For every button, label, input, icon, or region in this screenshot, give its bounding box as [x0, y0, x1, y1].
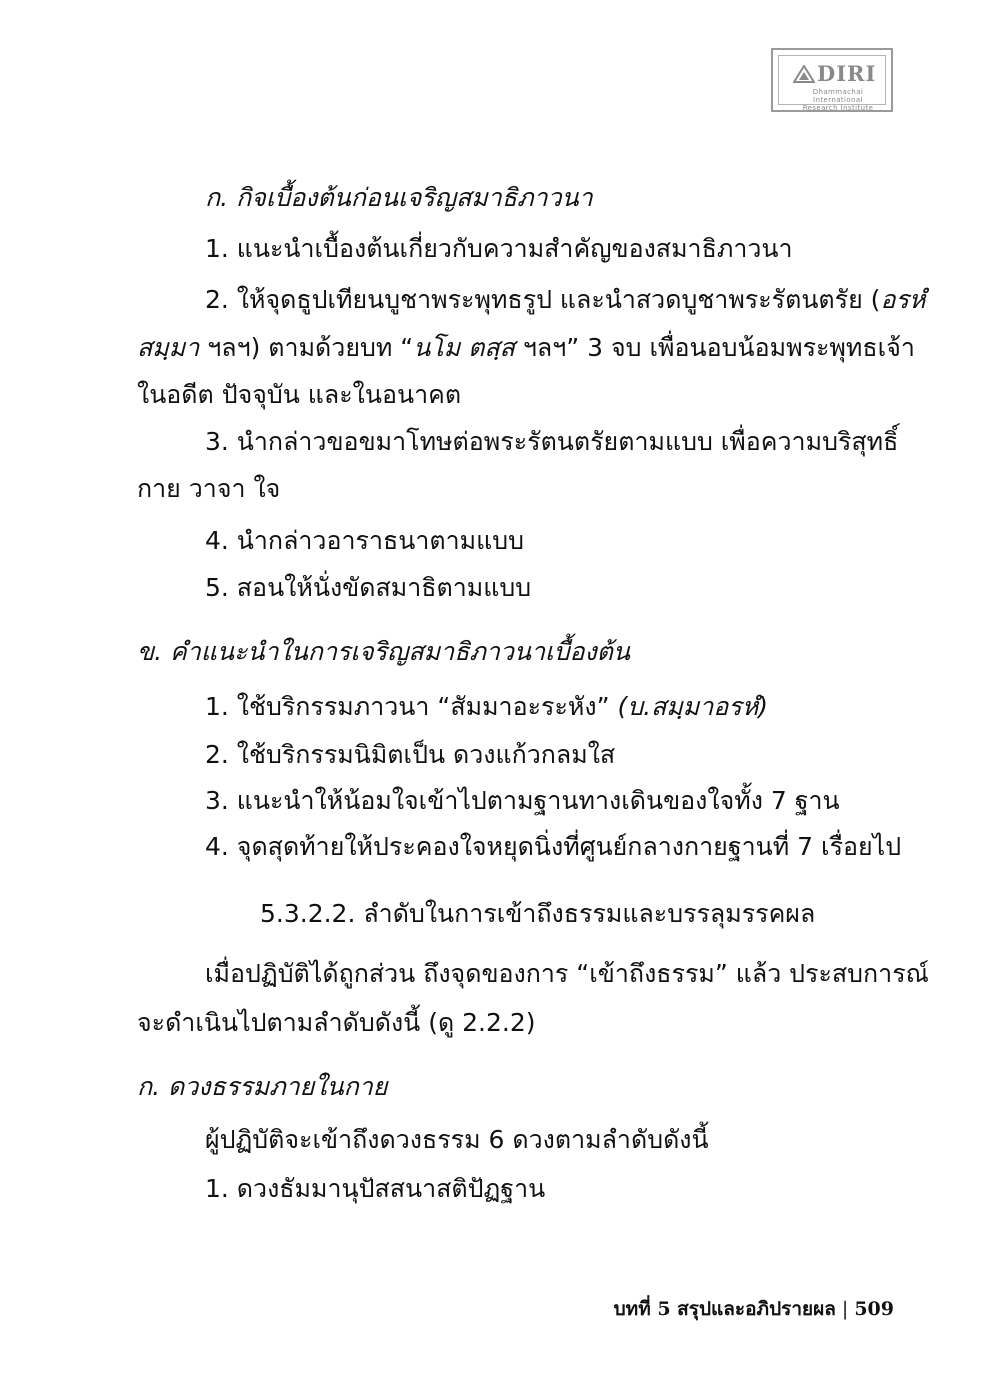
item-a2-line2 — [137, 331, 915, 365]
paragraph-1-line1: เมื่อปฏิบัติได้ถูกส่วน ถึงจุดของการ “เข้าถึงธรรม” แล้ว ประสบการณ์ — [205, 959, 929, 988]
logo-text: DIRI — [817, 61, 877, 86]
logo-frame — [778, 55, 886, 112]
item-b2: 2. ใช้บริกรรมนิมิตเป็น ดวงแก้วกลมใส — [205, 740, 616, 769]
heading-ka-inner-spheres: ก. ดวงธรรมภายในกาย — [137, 1072, 388, 1101]
logo-subtitle-line2: Research Institute — [802, 104, 874, 112]
item-b4: 4. จุดสุดท้ายให้ประคองใจหยุดนิ่งที่ศูนย์กลางกายฐานที่ 7 เรื่อยไป — [205, 832, 902, 861]
item-b1-pali: (บ.สมฺมาอรหํ) — [617, 692, 768, 721]
item-a2-text: 2. ให้จุดธูปเทียนบูชาพระพุทธรูป และนำสวดบูชาพระรัตนตรัย ( — [205, 285, 881, 314]
paragraph-1-line2: จะดำเนินไปตามลำดับดังนี้ (ดู 2.2.2) — [137, 1008, 536, 1037]
footer-chapter: บทที่ 5 สรุปและอภิปรายผล — [613, 1298, 836, 1320]
item-c1: 1. ดวงธัมมานุปัสสนาสติปัฏฐาน — [205, 1174, 546, 1203]
item-a2-text2: ฯลฯ) ตามด้วยบท “ — [199, 333, 414, 362]
section-heading: 5.3.2.2. ลำดับในการเข้าถึงธรรมและบรรลุมรรคผล — [260, 899, 816, 928]
item-a2-text3: ฯลฯ” 3 จบ เพื่อนอบน้อมพระพุทธเจ้า — [514, 333, 915, 362]
item-a4: 4. นำกล่าวอาราธนาตามแบบ — [205, 526, 524, 555]
item-a2-line1 — [205, 283, 925, 317]
item-a2-pali-namo: นโม ตสฺส — [413, 333, 515, 362]
item-a1: 1. แนะนำเบื้องต้นเกี่ยวกับความสำคัญของสมาธิภาวนา — [205, 234, 793, 263]
triangle-icon — [793, 65, 815, 83]
item-a5: 5. สอนให้นั่งขัดสมาธิตามแบบ — [205, 573, 532, 602]
item-b1 — [205, 690, 768, 724]
page-footer — [614, 1294, 894, 1324]
logo-subtitle — [791, 88, 885, 112]
heading-ka-preliminary: ก. กิจเบื้องต้นก่อนเจริญสมาธิภาวนา — [205, 183, 593, 212]
paragraph-2: ผู้ปฏิบัติจะเข้าถึงดวงธรรม 6 ดวงตามลำดับดังนี้ — [205, 1125, 709, 1154]
item-b1-text: 1. ใช้บริกรรมภาวนา “สัมมาอะระหัง” — [205, 692, 618, 721]
item-a2-pali: อรหํ — [880, 285, 926, 314]
item-a2-line3: ในอดีต ปัจจุบัน และในอนาคต — [137, 380, 462, 409]
diri-logo — [771, 48, 893, 112]
item-a2-pali-samma: สมฺมา — [137, 333, 200, 362]
item-b3: 3. แนะนำให้น้อมใจเข้าไปตามฐานทางเดินของใจทั้ง 7 ฐาน — [205, 786, 840, 815]
page-number: 509 — [854, 1298, 894, 1320]
item-a3-line1: 3. นำกล่าวขอขมาโทษต่อพระรัตนตรัยตามแบบ เพื่อความบริสุทธิ์ — [205, 427, 899, 456]
heading-kho-instructions: ข. คำแนะนำในการเจริญสมาธิภาวนาเบื้องต้น — [137, 637, 631, 666]
item-a3-line2: กาย วาจา ใจ — [137, 474, 281, 503]
footer-separator: | — [841, 1298, 849, 1320]
logo-subtitle-line1: Dhammachai International — [812, 88, 864, 104]
